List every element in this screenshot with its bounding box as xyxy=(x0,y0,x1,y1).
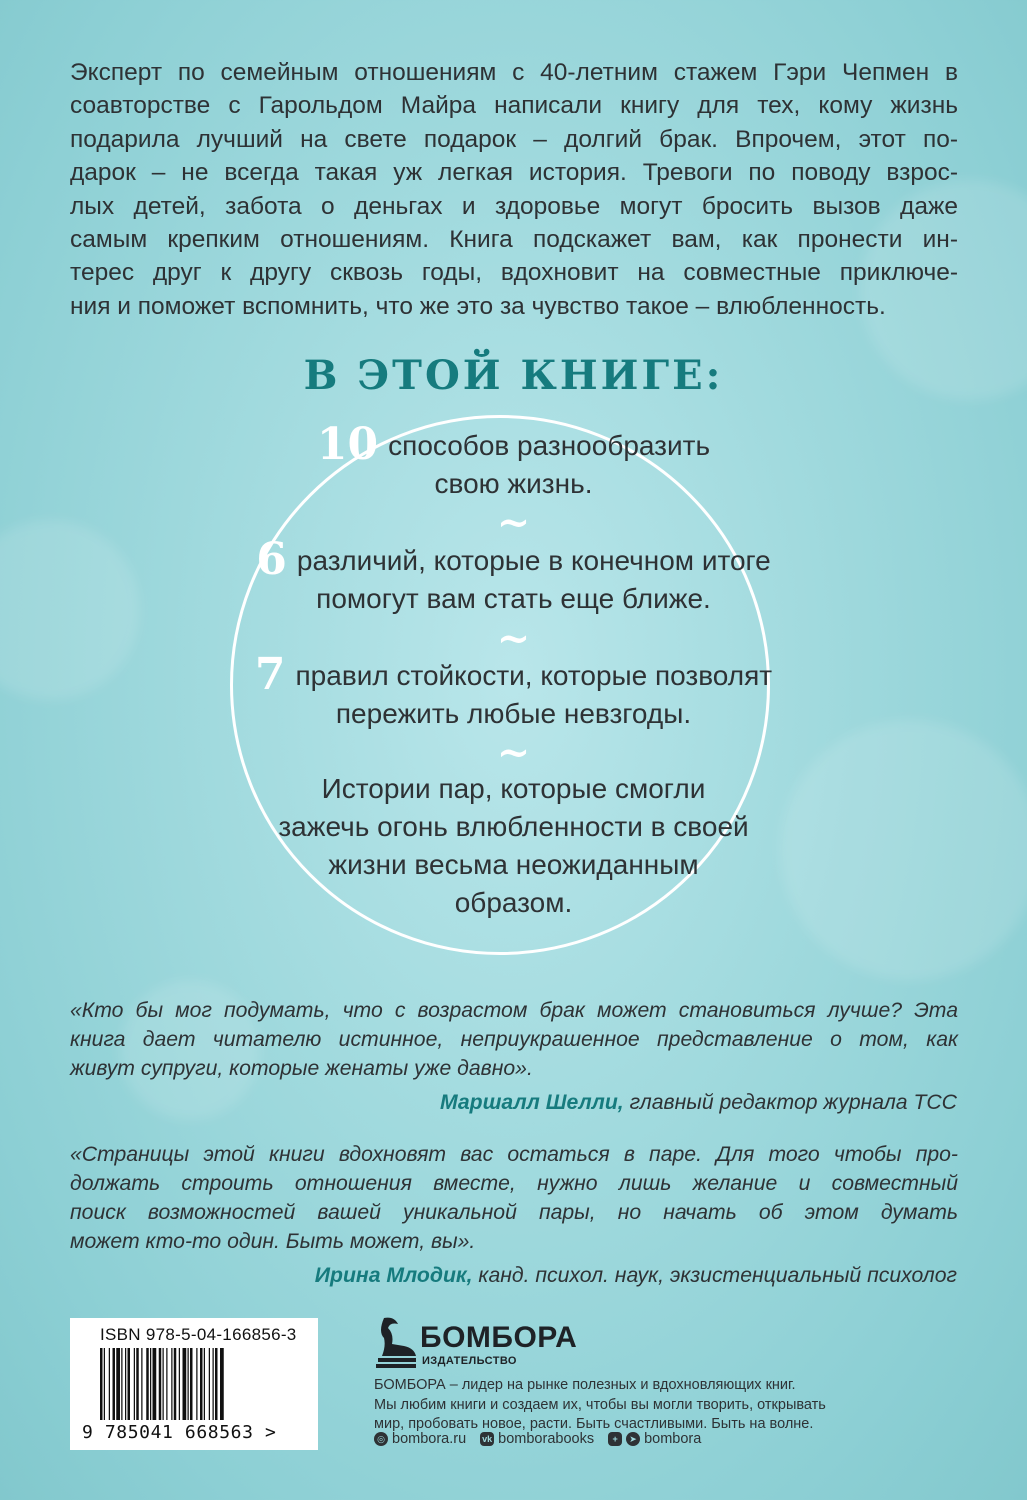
separator-tilde: ~ xyxy=(496,615,531,662)
barcode-bar xyxy=(190,1348,193,1420)
review-quote xyxy=(70,996,958,1083)
vk-link[interactable] xyxy=(480,1431,594,1447)
barcode-bar xyxy=(179,1348,180,1420)
vk-label: bomborabooks xyxy=(498,1431,595,1447)
quote-line: поиск возможностей вашей уникальной пары, но начать об этом думать xyxy=(70,1201,958,1224)
barcode-bar xyxy=(220,1348,224,1420)
barcode-bar xyxy=(183,1348,187,1420)
messenger-label: bombora xyxy=(644,1431,702,1447)
highlight-text: жизни весьма неожиданным xyxy=(328,849,699,880)
intro-line: подарила лучший на свете подарок – долгий брак. Впрочем, этот по- xyxy=(70,125,958,153)
messenger-link[interactable] xyxy=(608,1431,701,1447)
quote-author-role: главный редактор журнала TCC xyxy=(623,1091,957,1114)
bombora-logo-icon xyxy=(374,1316,418,1372)
quote-author: Маршалл Шелли, xyxy=(439,1091,624,1114)
review-quote xyxy=(70,1140,958,1256)
highlight-text: пережить любые невзгоды. xyxy=(335,698,692,729)
quote-line: «Кто бы мог подумать, что с возрастом брак может становиться лучше? Эта xyxy=(70,999,958,1022)
publisher-description-line: БОМБОРА – лидер на рынке полезных и вдохновляющих книг. xyxy=(374,1377,796,1393)
publisher-name: БОМБОРА xyxy=(420,1321,578,1354)
barcode-bars xyxy=(100,1348,290,1420)
barcode-digits: 9 785041 668563 > xyxy=(82,1422,277,1443)
separator-tilde: ~ xyxy=(496,499,531,546)
quote-line: «Страницы этой книги вдохновят вас остаться в паре. Для того чтобы про- xyxy=(70,1143,958,1166)
quote-line: может кто-то один. Быть может, вы». xyxy=(70,1230,476,1253)
quote-author: Ирина Млодик, xyxy=(314,1264,473,1287)
barcode-bar xyxy=(146,1348,149,1420)
highlight-text: Истории пар, которые смогли xyxy=(321,773,706,804)
quote-attribution xyxy=(315,1264,957,1288)
quote-attribution xyxy=(440,1091,957,1115)
highlight-text: свою жизнь. xyxy=(434,468,593,499)
highlight-text: образом. xyxy=(454,887,573,918)
highlight-text: зажечь огонь влюбленности в своей xyxy=(278,811,749,842)
barcode-bar xyxy=(141,1348,142,1420)
barcode-bar xyxy=(209,1348,210,1420)
website-label: bombora.ru xyxy=(392,1431,467,1447)
barcode-bar xyxy=(136,1348,139,1420)
vk-icon: vk xyxy=(482,1434,493,1444)
barcode-bar xyxy=(116,1348,120,1420)
intro-paragraph xyxy=(70,56,958,323)
barcode-bar xyxy=(174,1348,177,1420)
barcode-bar xyxy=(204,1348,205,1420)
barcode-bar xyxy=(100,1348,103,1420)
publisher-description xyxy=(374,1376,826,1435)
quote-line: живут супруги, которые женаты уже давно». xyxy=(70,1057,533,1080)
barcode-bar xyxy=(125,1348,126,1420)
barcode-bar xyxy=(166,1348,167,1420)
isbn-barcode xyxy=(70,1318,318,1450)
intro-line: самым крепким отношениям. Книга подскажет вам, как пронести ин- xyxy=(70,226,958,254)
barcode-bar xyxy=(150,1348,151,1420)
intro-line: соавторстве с Гарольдом Майра написали книгу для тех, кому жизнь xyxy=(70,92,958,120)
barcode-bar xyxy=(113,1348,116,1420)
highlight-item xyxy=(0,419,1027,503)
barcode-bar xyxy=(128,1348,131,1420)
highlight-number: 7 xyxy=(254,649,286,700)
highlight-item-stories xyxy=(0,770,1027,922)
barcode-bar xyxy=(153,1348,157,1420)
highlight-number: 10 xyxy=(316,419,379,470)
globe-icon: ◎ xyxy=(374,1432,388,1446)
barcode-bar xyxy=(213,1348,214,1420)
intro-line: терес друг к другу сквозь годы, вдохновит на совместные приключе- xyxy=(70,259,958,287)
highlight-text: помогут вам стать еще ближе. xyxy=(316,583,711,614)
highlights-heading: В ЭТОЙ КНИГЕ: xyxy=(303,352,724,399)
publisher-subtitle: ИЗДАТЕЛЬСТВО xyxy=(422,1355,517,1367)
barcode-bar xyxy=(109,1348,110,1420)
barcode-bar xyxy=(188,1348,189,1420)
isbn-number: ISBN 978-5-04-166856-3 xyxy=(100,1325,297,1344)
highlight-text: различий, которые в конечном итоге xyxy=(296,545,771,576)
intro-line: Эксперт по семейным отношениям с 40-летним стажем Гэри Чепмен в xyxy=(70,59,958,86)
highlight-number: 6 xyxy=(256,534,287,585)
separator-tilde: ~ xyxy=(496,729,531,776)
plus-icon: + xyxy=(608,1432,622,1446)
social-links xyxy=(374,1431,715,1447)
barcode-bar xyxy=(163,1348,164,1420)
highlight-text: способов разнообразить xyxy=(388,430,711,461)
barcode-bar xyxy=(196,1348,197,1420)
highlight-item xyxy=(0,534,1027,618)
barcode-bar xyxy=(171,1348,172,1420)
highlight-item xyxy=(0,649,1027,733)
intro-line: ния и поможет вспомнить, что же это за чувство такое – влюбленность. xyxy=(70,292,886,320)
quote-line: должать строить отношения вместе, нужно лишь желание и совместный xyxy=(70,1172,958,1195)
quote-author-role: канд. психол. наук, экзистенциальный психолог xyxy=(472,1264,957,1287)
highlight-text: правил стойкости, которые позволят xyxy=(295,660,773,691)
barcode-bar xyxy=(104,1348,105,1420)
telegram-icon: ➤ xyxy=(626,1432,640,1446)
barcode-bar xyxy=(121,1348,122,1420)
barcode-bar xyxy=(134,1348,135,1420)
intro-line: дарок – не всегда такая уж легкая история. Тревоги по поводу взрос- xyxy=(70,159,958,187)
publisher-description-line: мир, пробовать новое, расти. Быть счастливыми. Быть на волне. xyxy=(374,1416,814,1432)
barcode-bar xyxy=(215,1348,218,1420)
publisher-description-line: Мы любим книги и создаем их, чтобы вы могли творить, открывать xyxy=(374,1396,826,1413)
quote-line: книга дает читателю истинное, неприукрашенное представление о том, как xyxy=(70,1028,958,1051)
intro-line: лых детей, забота о деньгах и здоровье могут бросить вызов даже xyxy=(70,192,958,220)
website-link[interactable] xyxy=(374,1431,466,1447)
barcode-bar xyxy=(200,1348,203,1420)
barcode-bar xyxy=(159,1348,162,1420)
